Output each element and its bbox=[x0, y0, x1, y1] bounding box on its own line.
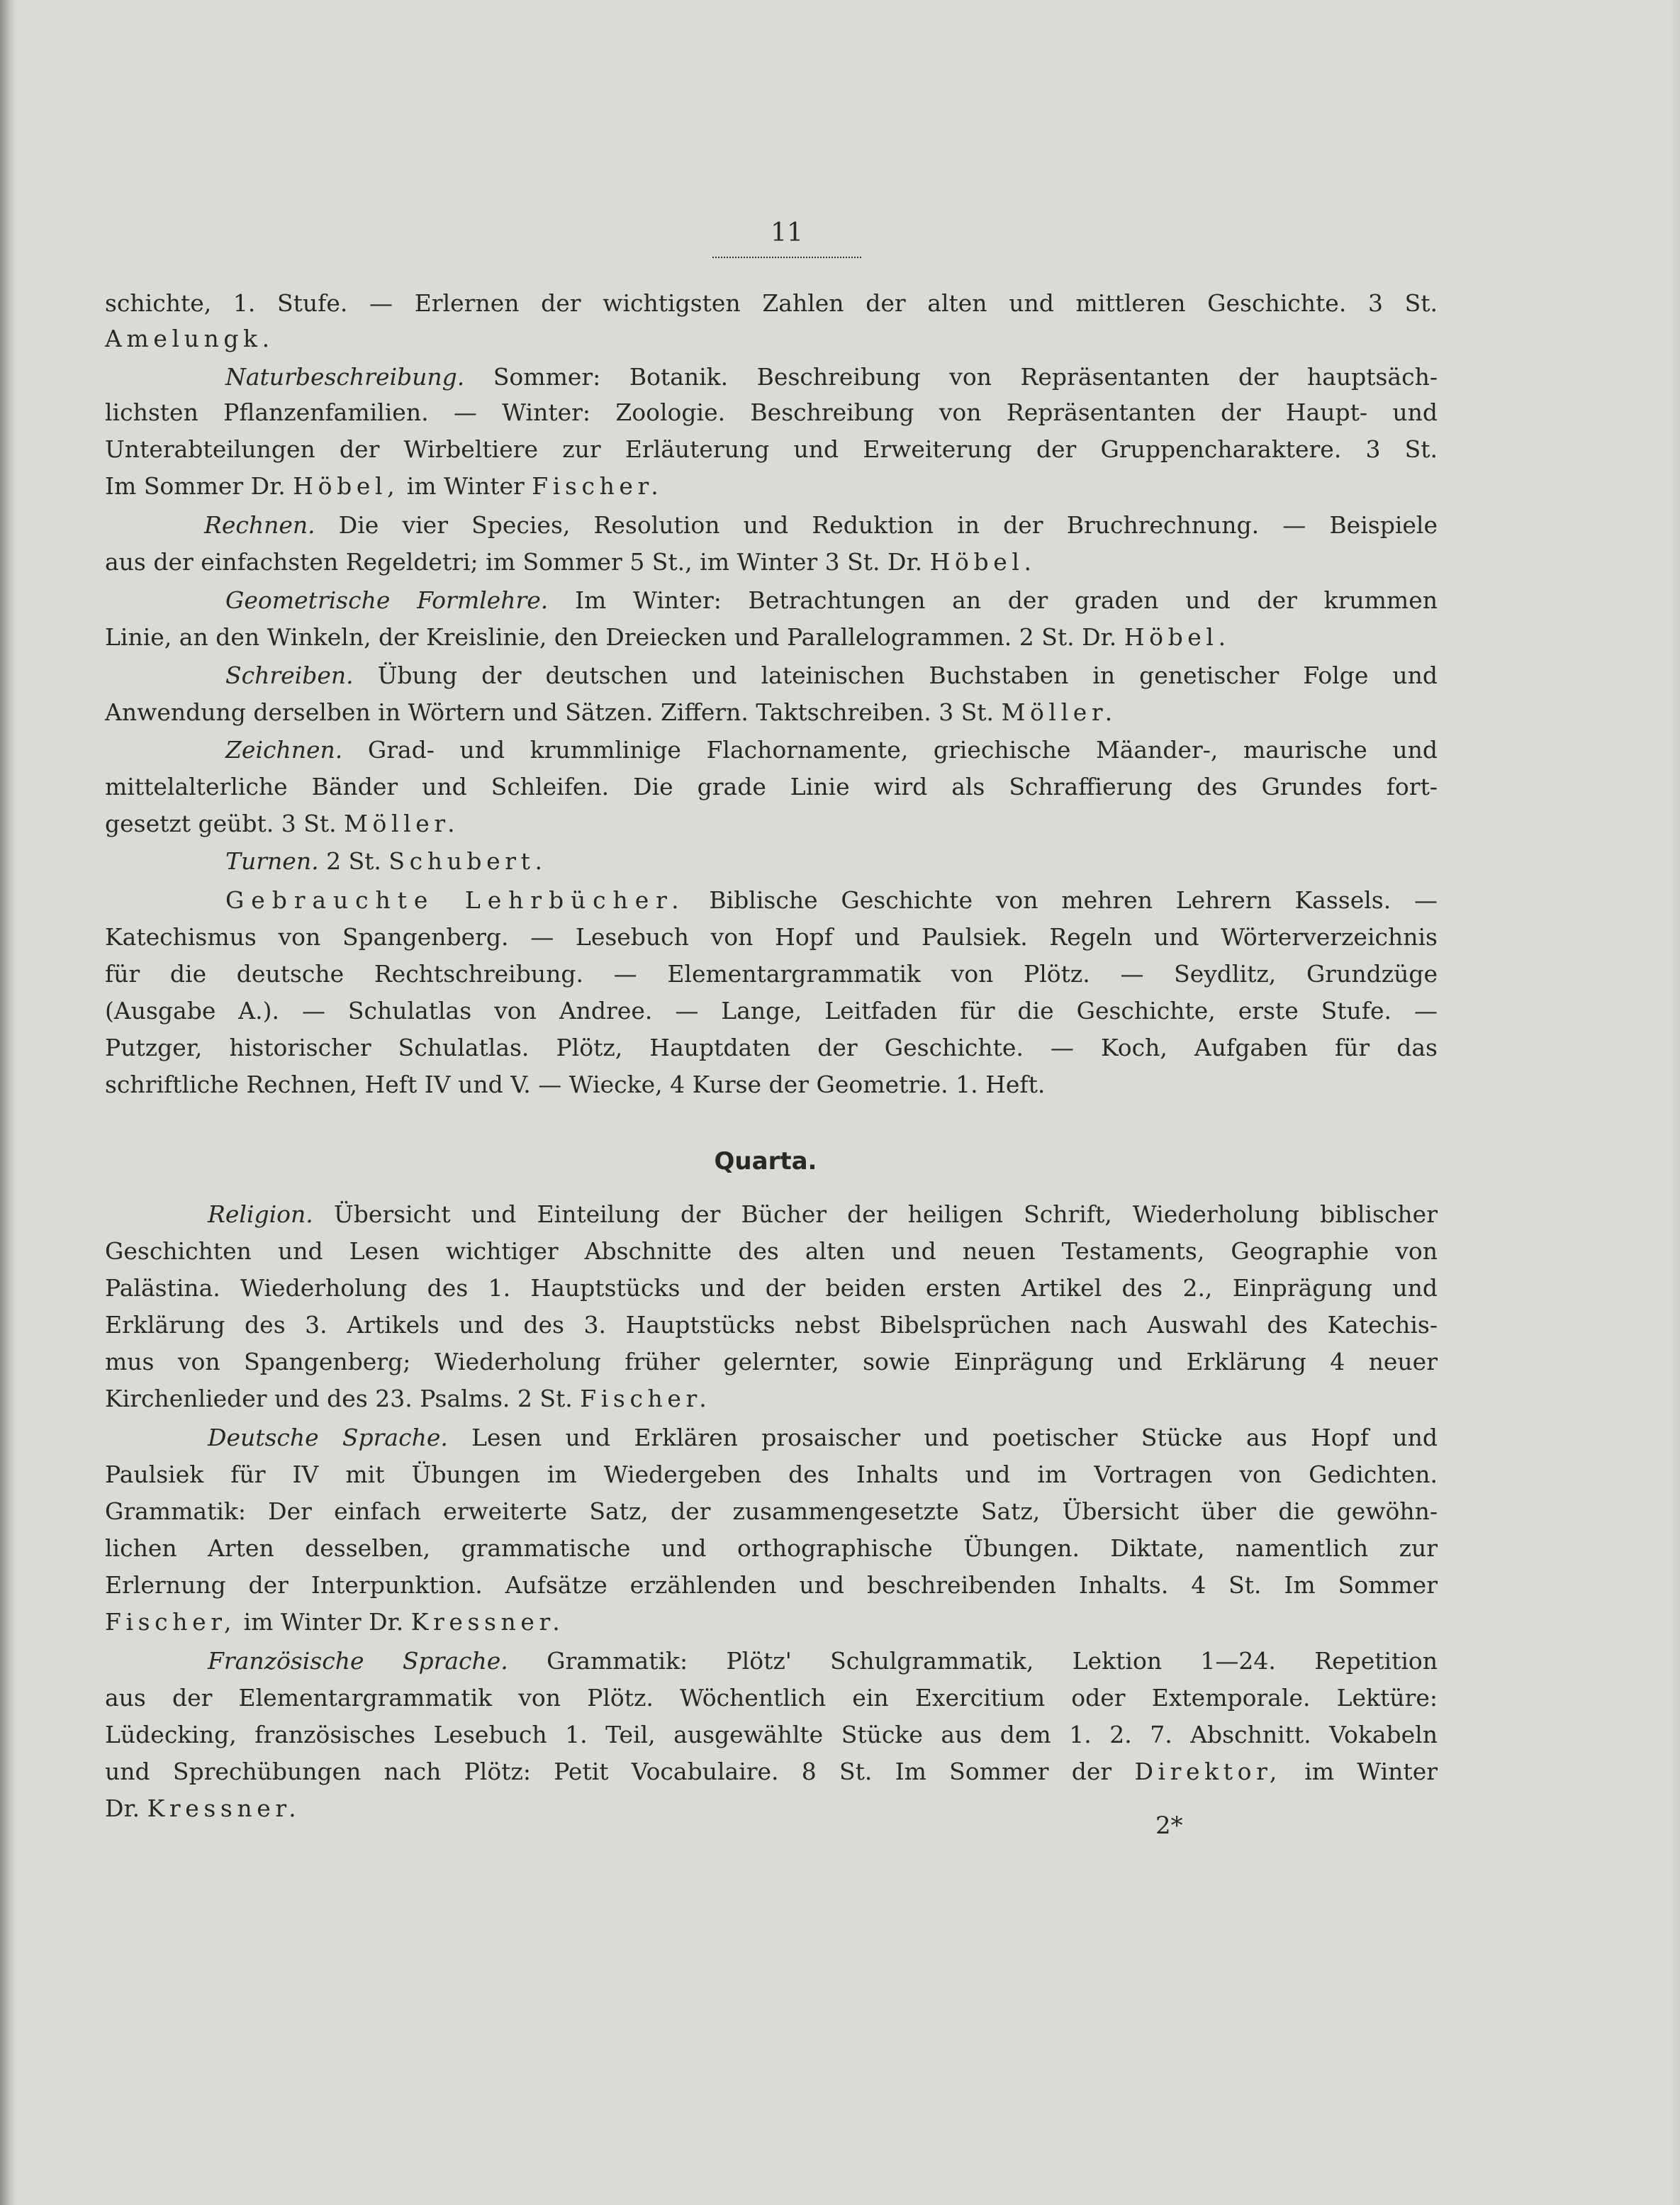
teacher-name: Fischer. bbox=[532, 472, 663, 500]
text-line: schriftliche Rechnen, Heft IV und V. — Wiecke, 4 Kurse der Geometrie. 1. Heft. bbox=[105, 1071, 1046, 1098]
text-span: und Sprechübungen nach Plötz: Petit Vocabulaire. 8 St. Im Sommer der bbox=[105, 1758, 1112, 1785]
text-line: Putzger, historischer Schulatlas. Plötz, Hauptdaten der Geschichte. — Koch, Aufgaben für das bbox=[105, 1034, 1438, 1061]
subject-label: Französische Sprache. bbox=[208, 1647, 508, 1675]
text-span: Grad- und krummlinige Flachornamente, griechische Mäander-, maurische und bbox=[367, 736, 1438, 764]
teacher-name: Kressner. bbox=[410, 1608, 565, 1636]
text-line bbox=[105, 844, 1558, 879]
text-line bbox=[105, 469, 1438, 504]
text-span: Kirchenlieder und des 23. Psalms. 2 St. bbox=[105, 1385, 573, 1412]
text-line bbox=[105, 658, 1438, 693]
text-line bbox=[105, 545, 1438, 580]
teacher-name: Schubert. bbox=[388, 847, 547, 875]
subject-label: Rechnen. bbox=[204, 511, 315, 539]
text-span: im Winter bbox=[406, 472, 525, 500]
section-label: Gebrauchte Lehrbücher. bbox=[225, 886, 686, 914]
text-span: Grammatik: Plötz' Schulgrammatik, Lektion 1—24. Repetition bbox=[547, 1647, 1438, 1675]
text-line bbox=[105, 583, 1438, 618]
text-line: Geschichten und Lesen wichtiger Abschnitte des alten und neuen Testaments, Geographie von bbox=[105, 1237, 1438, 1265]
text-line: Katechismus von Spangenberg. — Lesebuch von Hopf und Paulsiek. Regeln und Wörterverzeichnis bbox=[105, 923, 1438, 951]
text-line bbox=[105, 508, 1438, 543]
subject-label: Turnen. bbox=[225, 847, 319, 875]
teacher-name: Möller. bbox=[344, 810, 460, 837]
text-span: Lesen und Erklären prosaischer und poetischer Stücke aus Hopf und bbox=[471, 1424, 1438, 1451]
text-span: Anwendung derselben in Wörtern und Sätzen. Ziffern. Taktschreiben. 3 St. bbox=[105, 698, 995, 726]
text-line bbox=[105, 1643, 1438, 1679]
subject-label: Zeichnen. bbox=[225, 736, 343, 764]
text-line bbox=[105, 321, 1438, 357]
subject-label: Schreiben. bbox=[225, 662, 354, 689]
text-span: Im Sommer Dr. bbox=[105, 472, 286, 500]
text-line bbox=[105, 620, 1438, 655]
text-line: Unterabteilungen der Wirbeltiere zur Erläuterung und Erweiterung der Gruppencharaktere. 3 St. bbox=[105, 435, 1438, 463]
text-line bbox=[105, 1381, 1438, 1417]
text-line: lichsten Pflanzenfamilien. — Winter: Zoologie. Beschreibung von Repräsentanten der Haupt- und bbox=[105, 398, 1438, 426]
text-line: Erklärung des 3. Artikels und des 3. Hauptstücks nebst Bibelsprüchen nach Auswahl des Katechis- bbox=[105, 1311, 1438, 1339]
text-line: mus von Spangenberg; Wiederholung früher gelernter, sowie Einprägung und Erklärung 4 neuer bbox=[105, 1348, 1438, 1375]
teacher-name: Höbel, bbox=[293, 472, 400, 500]
subject-label: Religion. bbox=[208, 1200, 313, 1228]
subject-label: Naturbeschreibung. bbox=[225, 363, 465, 391]
text-line: für die deutsche Rechtschreibung. — Elementargrammatik von Plötz. — Seydlitz, Grundzüge bbox=[105, 960, 1438, 988]
text-line bbox=[105, 1420, 1438, 1456]
page-edge-shadow bbox=[0, 0, 16, 2205]
text-line bbox=[105, 732, 1438, 768]
text-span: Linie, an den Winkeln, der Kreislinie, den Dreiecken und Parallelogrammen. 2 St. Dr. bbox=[105, 623, 1117, 651]
teacher-name: Direktor, bbox=[1134, 1758, 1282, 1785]
teacher-name: Fischer. bbox=[580, 1385, 712, 1412]
text-span: aus der einfachsten Regeldetri; im Sommer 5 St., im Winter 3 St. Dr. bbox=[105, 548, 923, 576]
text-line bbox=[105, 695, 1438, 730]
section-heading-quarta: Quarta. bbox=[714, 1147, 817, 1176]
page-fold-shadow bbox=[1670, 0, 1680, 2205]
text-line bbox=[105, 1754, 1438, 1790]
text-span: Die vier Species, Resolution und Reduktion in der Bruchrechnung. — Beispiele bbox=[338, 511, 1438, 539]
page-number-rule bbox=[712, 257, 861, 258]
text-line: Lüdecking, französisches Lesebuch 1. Teil, ausgewählte Stücke aus dem 1. 2. 7. Abschnitt. Vokabeln bbox=[105, 1721, 1438, 1748]
text-line bbox=[105, 1791, 1438, 1826]
text-span: im Winter Dr. bbox=[243, 1608, 404, 1636]
teacher-name: Kressner. bbox=[147, 1794, 301, 1822]
text-span: Im Winter: Betrachtungen an der graden und der krummen bbox=[574, 586, 1438, 614]
text-line: Grammatik: Der einfach erweiterte Satz, der zusammengesetzte Satz, Übersicht über die gewöhn- bbox=[105, 1497, 1438, 1525]
text-span: im Winter bbox=[1304, 1758, 1438, 1785]
text-span: Biblische Geschichte von mehren Lehrern Kassels. — bbox=[709, 886, 1438, 914]
printer-signature: 2* bbox=[1155, 1812, 1183, 1840]
text-line: Palästina. Wiederholung des 1. Hauptstücks und der beiden ersten Artikel des 2., Einprägung und bbox=[105, 1274, 1438, 1302]
teacher-name: Möller. bbox=[1001, 698, 1117, 726]
text-line: (Ausgabe A.). — Schulatlas von Andree. — Lange, Leitfaden für die Geschichte, erste Stufe. — bbox=[105, 997, 1438, 1025]
teacher-name: Fischer, bbox=[105, 1608, 237, 1636]
teacher-name: Amelungk. bbox=[105, 325, 274, 352]
teacher-name: Höbel. bbox=[1124, 623, 1231, 651]
text-span: Dr. bbox=[105, 1794, 140, 1822]
text-span: Sommer: Botanik. Beschreibung von Repräsentanten der hauptsäch- bbox=[493, 363, 1438, 391]
subject-label: Geometrische Formlehre. bbox=[225, 586, 549, 614]
text-line: Paulsiek für IV mit Übungen im Wiedergeben des Inhalts und im Vortragen von Gedichten. bbox=[105, 1461, 1438, 1488]
subject-label: Deutsche Sprache. bbox=[208, 1424, 448, 1451]
text-span: Übersicht und Einteilung der Bücher der heiligen Schrift, Wiederholung biblischer bbox=[333, 1200, 1438, 1228]
text-span: gesetzt geübt. 3 St. bbox=[105, 810, 337, 837]
text-line bbox=[105, 359, 1438, 395]
text-line bbox=[105, 1197, 1438, 1232]
teacher-name: Höbel. bbox=[929, 548, 1036, 576]
text-line bbox=[105, 883, 1438, 918]
text-line: aus der Elementargrammatik von Plötz. Wöchentlich ein Exercitium oder Extemporale. Lektüre: bbox=[105, 1684, 1438, 1712]
text-line: mittelalterliche Bänder und Schleifen. Die grade Linie wird als Schraffierung des Grundes fort- bbox=[105, 773, 1438, 800]
text-line: Erlernung der Interpunktion. Aufsätze erzählenden und beschreibenden Inhalts. 4 St. Im Sommer bbox=[105, 1571, 1438, 1599]
page-number: 11 bbox=[771, 218, 803, 247]
text-line bbox=[105, 1604, 1438, 1640]
text-line bbox=[105, 806, 1438, 842]
text-line: lichen Arten desselben, grammatische und orthographische Übungen. Diktate, namentlich zur bbox=[105, 1534, 1438, 1562]
text-span: Übung der deutschen und lateinischen Buchstaben in genetischer Folge und bbox=[377, 662, 1438, 689]
text-line: schichte, 1. Stufe. — Erlernen der wichtigsten Zahlen der alten und mittleren Geschichte. 3 St. bbox=[105, 289, 1438, 317]
text-span: 2 St. bbox=[326, 847, 381, 875]
